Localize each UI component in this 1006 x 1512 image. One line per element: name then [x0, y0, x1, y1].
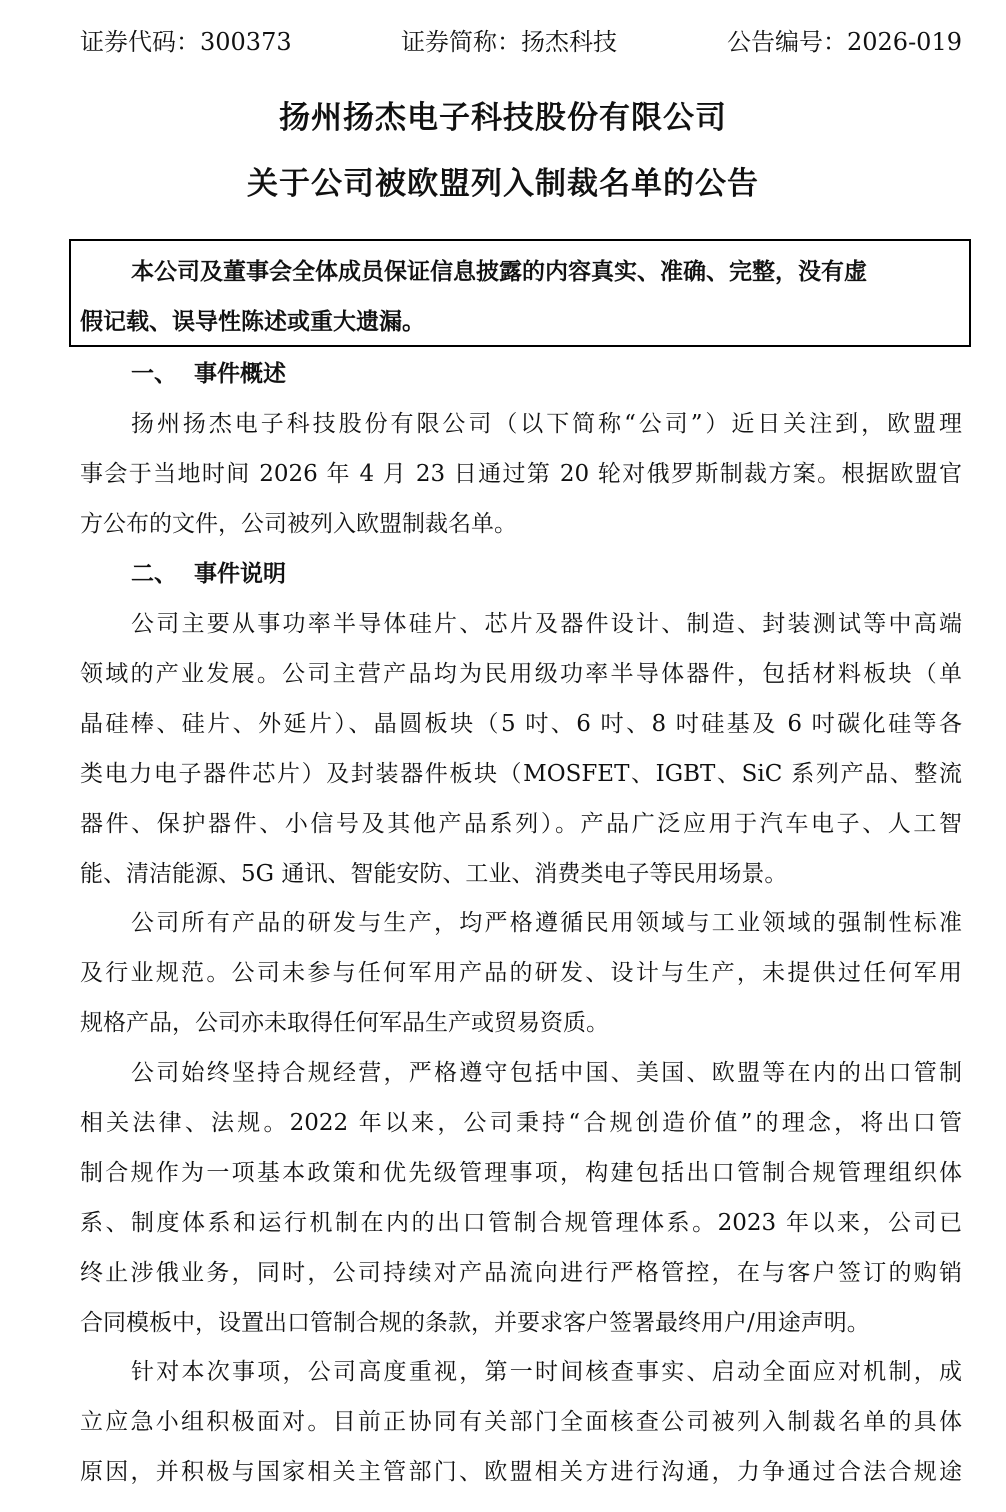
stock-short-name: 证券简称：扬杰科技	[401, 28, 617, 56]
paragraph-line: 公司所有产品的研发与生产，均严格遵循民用领域与工业领域的强制性标准	[131, 910, 962, 936]
section-number: 一、	[131, 361, 177, 387]
section-title: 事件概述	[194, 361, 286, 387]
paragraph-line: 能、清洁能源、5G 通讯、智能安防、工业、消费类电子等民用场景。	[80, 861, 788, 887]
section-heading-explanation	[131, 549, 286, 599]
disclosure-statement-line: 假记载、误导性陈述或重大遗漏。	[80, 309, 425, 335]
paragraph-line: 类电力电子器件芯片）及封装器件板块（MOSFET、IGBT、SiC 系列产品、整流	[80, 761, 962, 787]
section-title: 事件说明	[194, 561, 286, 587]
paragraph-line: 原因，并积极与国家相关主管部门、欧盟相关方进行沟通，力争通过合法合规途	[80, 1459, 962, 1485]
paragraph-line: 器件、保护器件、小信号及其他产品系列）。产品广泛应用于汽车电子、人工智	[80, 811, 962, 837]
paragraph-line: 公司始终坚持合规经营，严格遵守包括中国、美国、欧盟等在内的出口管制	[131, 1060, 962, 1086]
paragraph-line: 针对本次事项，公司高度重视，第一时间核查事实、启动全面应对机制，成	[131, 1359, 962, 1385]
paragraph-line: 公司主要从事功率半导体硅片、芯片及器件设计、制造、封装测试等中高端	[131, 611, 962, 637]
paragraph-line: 晶硅棒、硅片、外延片）、晶圆板块（5 吋、6 吋、8 吋硅基及 6 吋碳化硅等各	[80, 711, 962, 737]
paragraph-line: 方公布的文件，公司被列入欧盟制裁名单。	[80, 511, 517, 537]
paragraph-line: 立应急小组积极面对。目前正协同有关部门全面核查公司被列入制裁名单的具体	[80, 1409, 962, 1435]
section-heading-overview	[131, 349, 286, 399]
announcement-title: 关于公司被欧盟列入制裁名单的公告	[247, 166, 759, 202]
section-number: 二、	[131, 561, 177, 587]
paragraph-line: 终止涉俄业务，同时，公司持续对产品流向进行严格管控，在与客户签订的购销	[80, 1260, 962, 1286]
paragraph-line: 合同模板中，设置出口管制合规的条款，并要求客户签署最终用户/用途声明。	[80, 1310, 870, 1336]
paragraph-line: 规格产品，公司亦未取得任何军品生产或贸易资质。	[80, 1010, 609, 1036]
announcement-number: 公告编号：2026-019	[727, 28, 962, 56]
company-title: 扬州扬杰电子科技股份有限公司	[279, 100, 727, 136]
disclosure-statement-line: 本公司及董事会全体成员保证信息披露的内容真实、准确、完整，没有虚	[131, 259, 867, 285]
paragraph-line: 事会于当地时间 2026 年 4 月 23 日通过第 20 轮对俄罗斯制裁方案。根据欧盟官	[80, 461, 962, 487]
stock-code: 证券代码：300373	[80, 28, 292, 56]
paragraph-line: 及行业规范。公司未参与任何军用产品的研发、设计与生产，未提供过任何军用	[80, 960, 962, 986]
paragraph-line: 系、制度体系和运行机制在内的出口管制合规管理体系。2023 年以来，公司已	[80, 1210, 962, 1236]
paragraph-line: 制合规作为一项基本政策和优先级管理事项，构建包括出口管制合规管理组织体	[80, 1160, 962, 1186]
paragraph-line: 相关法律、法规。2022 年以来，公司秉持“合规创造价值”的理念，将出口管	[80, 1110, 962, 1136]
paragraph-line: 扬州扬杰电子科技股份有限公司（以下简称“公司”）近日关注到，欧盟理	[131, 411, 962, 437]
disclosure-statement-box	[69, 239, 971, 347]
paragraph-line: 领域的产业发展。公司主营产品均为民用级功率半导体器件，包括材料板块（单	[80, 661, 962, 687]
document-header	[80, 22, 962, 62]
